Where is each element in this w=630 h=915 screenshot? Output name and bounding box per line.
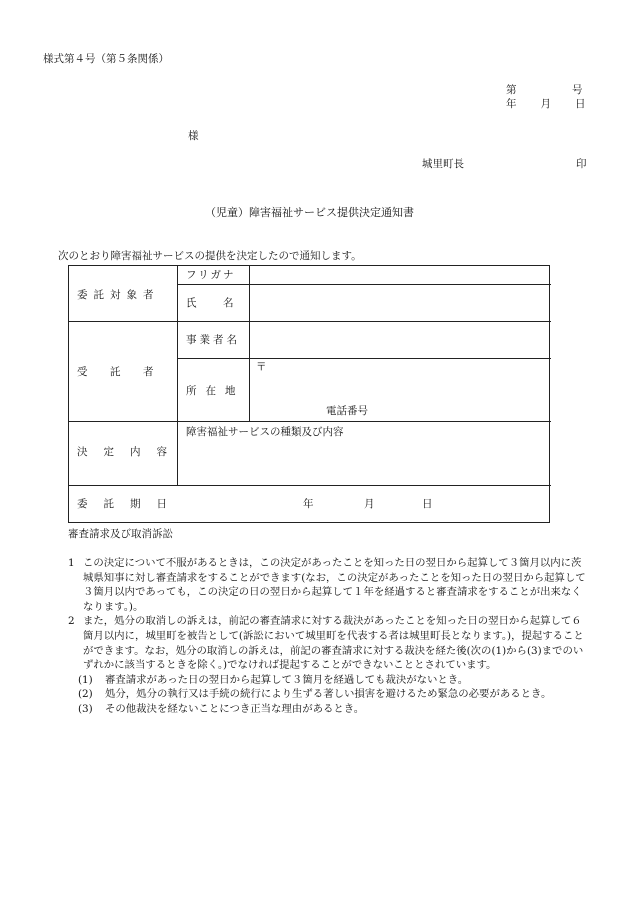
target-label-text: 委託対象者 — [77, 289, 160, 301]
sub-item-text: 処分，処分の執行又は手続の続行により生ずる著しい損害を避けるため緊急の必要があるとき。 — [105, 688, 552, 701]
document-title: （児童）障害福祉サービス提供決定通知書 — [205, 206, 414, 219]
note-item — [60, 556, 590, 614]
sub-item — [60, 673, 590, 688]
sub-item-number: (1) — [78, 673, 93, 686]
issuer-title: 城里町長 — [422, 158, 464, 170]
decision-table — [68, 265, 550, 523]
contractor-label: 受 託 者 — [77, 366, 160, 378]
decision-label: 決定内容 — [77, 446, 183, 458]
sub-item — [60, 702, 590, 717]
document-number: 第 号 — [506, 84, 583, 96]
notes-section — [60, 556, 590, 717]
postal-mark: 〒 — [256, 361, 267, 373]
note-text: この決定について不服があるときは，この決定があったことを知った日の翌日から起算して３箇月以内に茨城県知事に対し審査請求をすることができます(なお，この決定があったことを知った日の翌日から起算して３箇月以内であっても，この決定の日の翌日から起算して１年を経過すると審査請求をすることが出来なくなります。)。 — [83, 557, 586, 613]
address-label: 所在地 — [186, 385, 245, 397]
notes-heading: 審査請求及び取消訴訟 — [68, 528, 173, 540]
sub-item-number: (2) — [78, 688, 93, 701]
addressee-suffix: 様 — [188, 130, 199, 142]
sub-item-text: 審査請求があった日の翌日から起算して３箇月を経過しても裁決がないとき。 — [105, 673, 469, 686]
note-number: 1 — [68, 557, 75, 569]
note-text: また，処分の取消しの訴えは，前記の審査請求に対する裁決があったことを知った日の翌日から起算して６箇月以内に，城里町を被告として(訴訟において城里町を代表する者は城里町長となります。)，提起することができます。なお，処分の取消しの訴えは，前記の審査請求に対する裁決を経た後(次の(1)から(3)までのいずれかに該当するときを除く。)でなければ提起することができないこととされています。 — [83, 615, 584, 672]
issue-date: 年 月 日 — [506, 98, 587, 110]
intro-text: 次のとおり障害福祉サービスの提供を決定したので通知します。 — [58, 250, 362, 262]
name-label: 氏 名 — [186, 297, 242, 309]
sub-item — [60, 687, 590, 702]
period-month: 月 — [364, 498, 375, 510]
service-label: 障害福祉サービスの種類及び内容 — [186, 426, 344, 438]
period-label: 委託期日 — [77, 498, 183, 510]
note-number: 2 — [68, 615, 75, 628]
furigana-label: フリガナ — [186, 269, 236, 281]
sub-item-text: その他裁決を経ないことにつき正当な理由があるとき。 — [105, 702, 365, 715]
business-name-label: 事業者名 — [186, 334, 240, 346]
sub-item-number: (3) — [78, 702, 93, 715]
form-number: 様式第４号（第５条関係） — [43, 53, 169, 65]
period-year: 年 — [303, 498, 314, 510]
note-item — [60, 614, 590, 672]
target-label — [77, 290, 169, 301]
phone-label: 電話番号 — [326, 405, 368, 417]
seal-mark: 印 — [576, 158, 587, 170]
period-day: 日 — [422, 498, 433, 510]
